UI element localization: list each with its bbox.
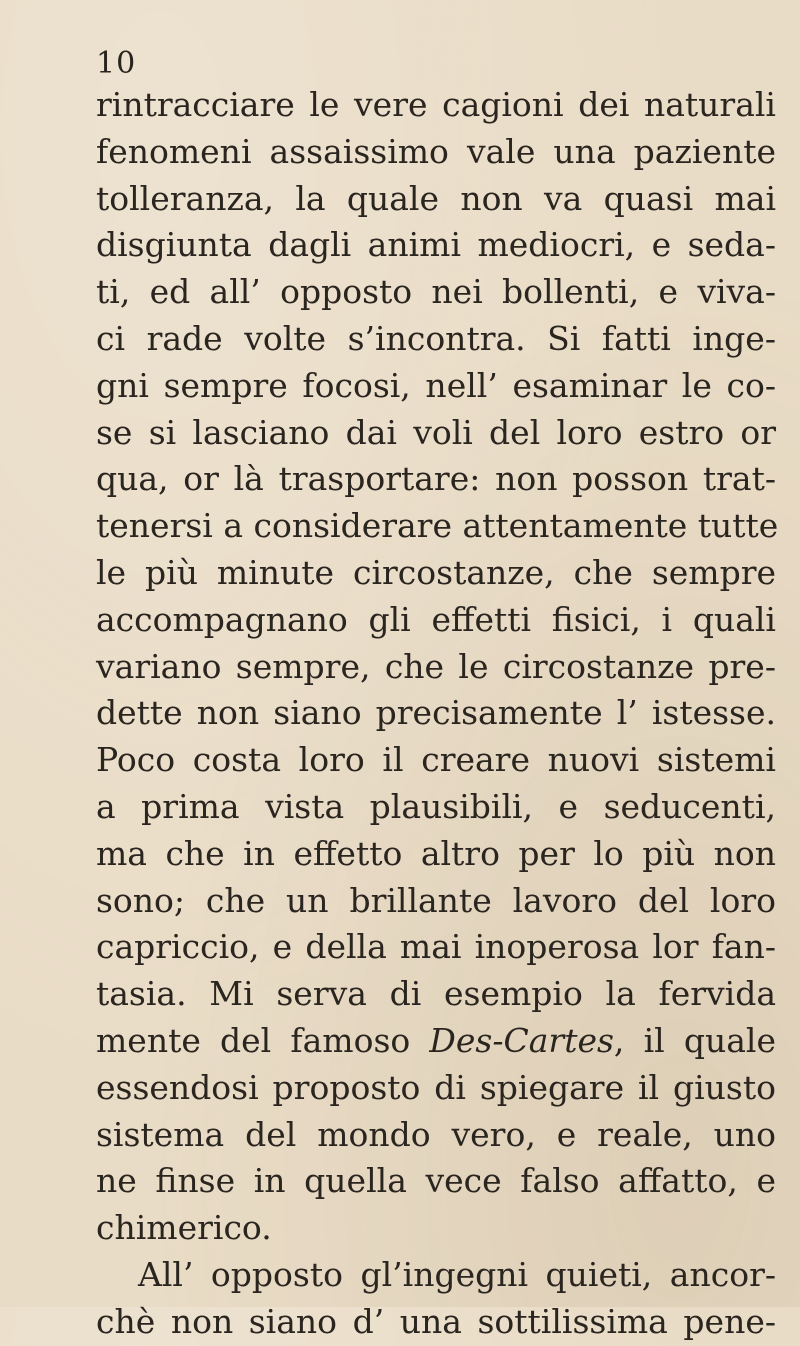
text-line: ne finse in quella vece falso affatto, e — [96, 1161, 776, 1201]
text-line: qua, or là trasportare: non posson trat- — [96, 459, 776, 499]
text-line: sistema del mondo vero, e reale, uno — [96, 1114, 776, 1154]
text-line: le più minute circostanze, che sempre — [96, 552, 776, 592]
page-number: 10 — [96, 46, 137, 81]
text-line — [96, 1018, 776, 1065]
text-line: se si lasciano dai voli del loro estro or — [96, 412, 776, 452]
text-line: variano sempre, che le circostanze pre- — [96, 646, 776, 686]
text-line: essendosi proposto di spiegare il giusto — [96, 1067, 776, 1107]
text-line: tolleranza, la quale non va quasi mai — [96, 178, 776, 218]
text-line: a prima vista plausibili, e seducenti, — [96, 786, 776, 826]
text-line: accompagnano gli effetti fisici, i quali — [96, 599, 776, 639]
author-name-des-cartes: Des-Cartes — [429, 1020, 614, 1060]
text-fragment: , il quale — [613, 1020, 776, 1060]
text-line: tenersi a considerare attentamente tutte — [96, 506, 779, 546]
text-line: rintracciare le vere cagioni dei naturali — [96, 85, 776, 124]
text-line: chè non siano d’ una sottilissima pene- — [96, 1301, 776, 1341]
text-line: gni sempre focosi, nell’ esaminar le co- — [96, 365, 776, 405]
text-line: ti, ed all’ opposto nei bollenti, e viva- — [96, 272, 776, 312]
text-line: tasia. Mi serva di esempio la fervida — [96, 974, 776, 1014]
text-line: ma che in effetto altro per lo più non — [96, 833, 776, 873]
text-line: sono; che un brillante lavoro del loro — [96, 880, 776, 920]
text-line: dette non siano precisamente l’ istesse. — [96, 693, 776, 733]
text-line: fenomeni assaissimo vale una paziente — [96, 131, 776, 171]
text-line: disgiunta dagli animi mediocri, e seda- — [96, 225, 776, 265]
text-fragment: mente del famoso — [96, 1020, 430, 1060]
paragraph-start-line: All’ opposto gl’ingegni quieti, ancor- — [138, 1254, 776, 1294]
text-line: ci rade volte s’incontra. Si fatti inge- — [96, 318, 776, 358]
text-line: capriccio, e della mai inoperosa lor fan- — [96, 927, 776, 967]
text-line: Poco costa loro il creare nuovi sistemi — [96, 740, 776, 780]
text-line: chimerico. — [96, 1208, 272, 1248]
body-text — [96, 82, 779, 1346]
